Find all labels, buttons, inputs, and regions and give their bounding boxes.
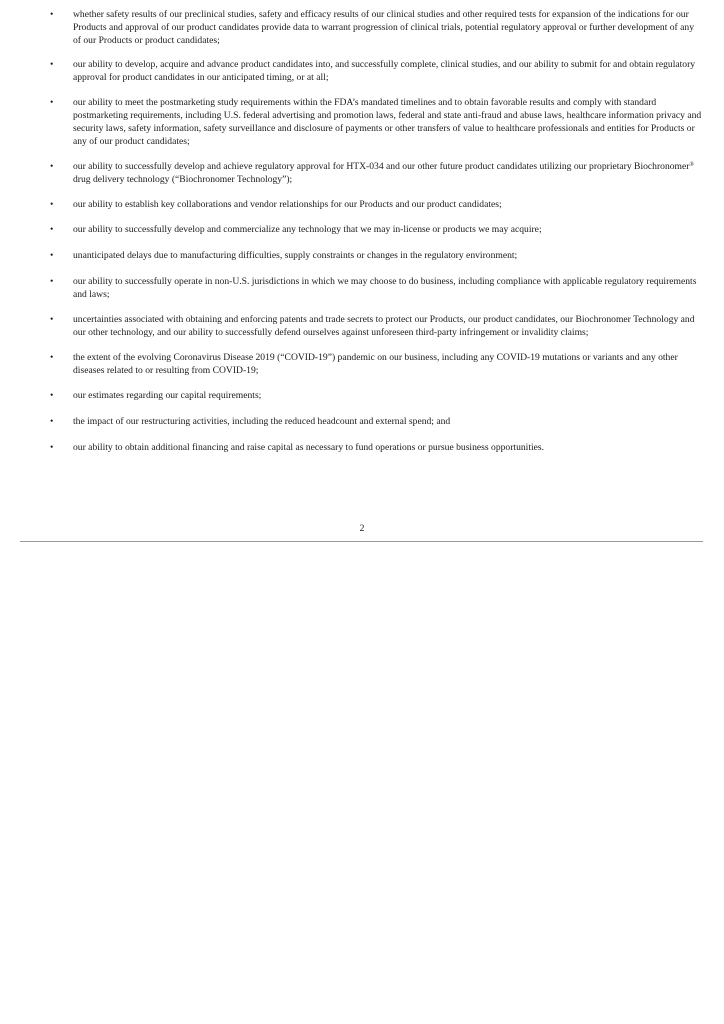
bullet-text: unanticipated delays due to manufacturing difficulties, supply constraints or changes in the regulatory environment;: [73, 250, 518, 261]
bullet-text: our ability to meet the postmarketing study requirements within the FDA’s mandated timelines and to obtain favorable results and comply with standard postmarketing requirements, including U.S. federal advertising and promotion laws, federal and state anti-fraud and abuse laws, healthcare information privacy and security laws, safety information, safety surveillance and disclosure of payments or other transfers of value to healthcare professionals and entities for Products or any of our product candidates;: [73, 97, 702, 147]
bullet-item: [0, 275, 724, 301]
forward-looking-risk-list: [0, 8, 724, 454]
bullet-text: whether safety results of our preclinical studies, safety and efficacy results of our clinical studies and other required tests for expansion of the indications for our Products and approval of our product candidates provide data to warrant progression of clinical trials, potential regulatory approval or further development of any of our Products or product candidates;: [73, 9, 694, 46]
bullet-text: our ability to develop, acquire and advance product candidates into, and successfully complete, clinical studies, and our ability to submit for and obtain regulatory approval for product candidates in our anticipated timing, or at all;: [73, 59, 696, 83]
bullet-text-part: our ability to successfully develop and achieve regulatory approval for HTX-034 and our other future product candidates utilizing our proprietary Biochronomer: [73, 161, 690, 172]
bullet-text: our estimates regarding our capital requirements;: [73, 390, 262, 401]
bullet-text: our ability to establish key collaborations and vendor relationships for our Products and our product candidates;: [73, 199, 502, 210]
bullet-text: our ability to successfully develop and commercialize any technology that we may in-license or products we may acquire;: [73, 224, 542, 235]
bullet-point: •: [50, 390, 54, 401]
bullet-item: [0, 96, 724, 148]
bullet-item: [0, 160, 724, 186]
bullet-item: [0, 8, 724, 47]
bullet-point: •: [50, 250, 54, 261]
bullet-item: [0, 198, 724, 211]
bullet-text: the extent of the evolving Coronavirus Disease 2019 (“COVID-19”) pandemic on our business, including any COVID-19 mutations or variants and any other diseases related to or resulting from COVID-19;: [73, 352, 678, 376]
bullet-item: [0, 389, 724, 402]
bullet-item: [0, 415, 724, 428]
registered-mark: ®: [689, 162, 695, 168]
bullet-point: •: [50, 59, 54, 70]
bullet-point: •: [50, 161, 54, 172]
bullet-item: [0, 249, 724, 262]
bullet-point: •: [50, 97, 54, 108]
bullet-point: •: [50, 9, 54, 20]
bullet-text: our ability to successfully operate in non-U.S. jurisdictions in which we may choose to do business, including compliance with applicable regulatory requirements and laws;: [73, 276, 697, 300]
bullet-item: [0, 58, 724, 84]
bullet-text: uncertainties associated with obtaining and enforcing patents and trade secrets to protect our Products, our product candidates, our Biochronomer Technology and our other technology, and our ability to successfully defend ourselves against unforeseen third-party infringement or invalidity claims;: [73, 314, 695, 338]
bullet-point: •: [50, 314, 54, 325]
bullet-point: •: [50, 224, 54, 235]
bullet-point: •: [50, 442, 54, 453]
bullet-text: [73, 160, 704, 186]
bullet-point: •: [50, 276, 54, 287]
page-number: 2: [359, 523, 365, 534]
bullet-item: [0, 313, 724, 339]
bullet-point: •: [50, 199, 54, 210]
bullet-item: [0, 223, 724, 236]
bullet-text: the impact of our restructuring activities, including the reduced headcount and external spend; and: [73, 416, 451, 427]
bullet-item: [0, 441, 724, 454]
bullet-point: •: [50, 352, 54, 363]
bullet-text: our ability to obtain additional financing and raise capital as necessary to fund operations or pursue business opportunities.: [73, 442, 545, 453]
bullet-point: •: [50, 416, 54, 427]
page-divider: [20, 541, 703, 542]
bullet-text-part: drug delivery technology (“Biochronomer Technology”);: [73, 174, 293, 185]
bullet-item: [0, 351, 724, 377]
